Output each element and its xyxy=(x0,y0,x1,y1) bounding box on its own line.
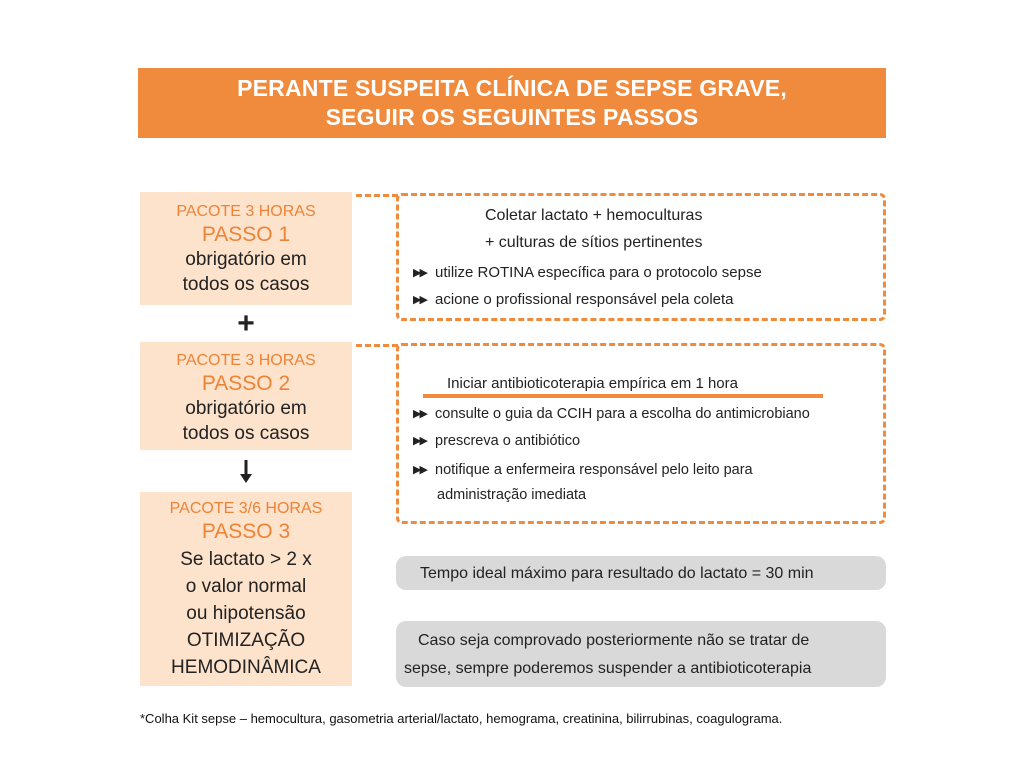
footnote: *Colha Kit sepse – hemocultura, gasometria arterial/lactato, hemograma, creatinina, bilirrubinas, coagulograma. xyxy=(140,711,783,726)
connector-2 xyxy=(356,344,398,347)
step-2-pacote: PACOTE 3 HORAS xyxy=(176,352,316,369)
double-arrow-icon: ▶▶ xyxy=(413,435,426,447)
step-3-line-3: ou hipotensão xyxy=(186,603,306,624)
panel-2-bullet-text-3: notifique a enfermeira responsável pelo leito para xyxy=(435,462,753,478)
note-2-line-1: Caso seja comprovado posteriormente não se tratar de xyxy=(418,632,810,649)
panel-2-bullet xyxy=(413,403,810,425)
panel-1-bullet xyxy=(413,289,734,311)
panel-2-bullet-text-1: consulte o guia da CCIH para a escolha do antimicrobiano xyxy=(435,406,810,422)
title-banner xyxy=(138,68,886,138)
arrow-down-icon xyxy=(231,456,261,486)
step-2-line-1: obrigatório em xyxy=(185,398,307,419)
title-line-2: SEGUIR OS SEGUINTES PASSOS xyxy=(325,104,699,130)
step-2-box xyxy=(140,342,352,450)
note-2-line-2: sepse, sempre poderemos suspender a antibioticoterapia xyxy=(404,660,812,677)
panel-collect-lactate xyxy=(396,193,886,321)
step-2-passo: PASSO 2 xyxy=(201,372,291,395)
step-1-passo: PASSO 1 xyxy=(201,223,291,246)
suspend-antibiotic-note xyxy=(396,621,886,687)
step-2-line-2: todos os casos xyxy=(182,423,310,444)
step-1-box xyxy=(140,192,352,305)
panel-2-bullet-continuation: administração imediata xyxy=(437,487,587,503)
heading-underline xyxy=(423,394,823,398)
panel-2-bullet-text-2: prescreva o antibiótico xyxy=(435,433,581,449)
step-3-line-1: Se lactato > 2 x xyxy=(180,549,312,570)
connector-1 xyxy=(356,194,398,197)
panel-antibiotic-therapy xyxy=(396,343,886,524)
double-arrow-icon: ▶▶ xyxy=(413,267,426,279)
step-1-pacote: PACOTE 3 HORAS xyxy=(176,203,316,220)
panel-2-bullet xyxy=(413,430,580,452)
double-arrow-icon: ▶▶ xyxy=(413,408,426,420)
lactate-time-note: Tempo ideal máximo para resultado do lactato = 30 min xyxy=(396,556,886,590)
double-arrow-icon: ▶▶ xyxy=(413,464,426,476)
step-3-box xyxy=(140,492,352,686)
plus-icon: + xyxy=(237,307,255,340)
step-1-line-1: obrigatório em xyxy=(185,249,307,270)
panel-2-heading: Iniciar antibioticoterapia empírica em 1 hora xyxy=(447,375,738,392)
step-1-line-2: todos os casos xyxy=(182,274,310,295)
step-3-pacote: PACOTE 3/6 HORAS xyxy=(169,500,323,517)
panel-1-bullet xyxy=(413,262,762,284)
step-3-passo: PASSO 3 xyxy=(201,520,291,543)
step-3-line-5: HEMODINÂMICA xyxy=(171,657,321,678)
panel-1-bullet-text-1: utilize ROTINA específica para o protocolo sepse xyxy=(435,264,762,281)
panel-1-heading-2: + culturas de sítios pertinentes xyxy=(485,234,703,251)
step-3-line-2: o valor normal xyxy=(185,576,307,597)
panel-1-bullet-text-2: acione o profissional responsável pela coleta xyxy=(435,291,734,308)
panel-2-bullet xyxy=(413,459,753,481)
step-3-line-4: OTIMIZAÇÃO xyxy=(186,630,306,651)
double-arrow-icon: ▶▶ xyxy=(413,294,426,306)
panel-1-heading-1: Coletar lactato + hemoculturas xyxy=(485,207,703,224)
title-line-1: PERANTE SUSPEITA CLÍNICA DE SEPSE GRAVE, xyxy=(237,75,787,101)
